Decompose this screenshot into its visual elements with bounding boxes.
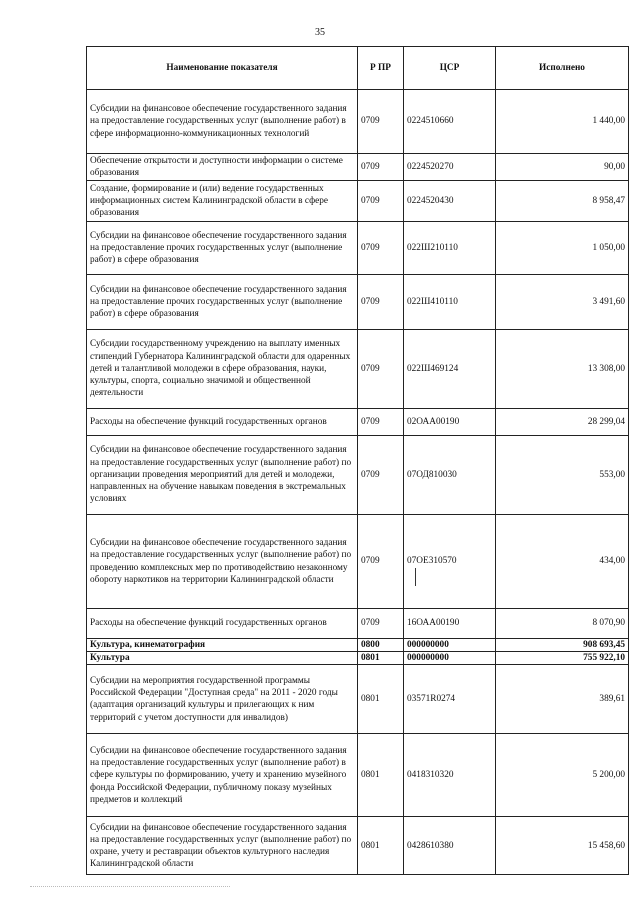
row-name-cell: Субсидии государственному учреждению на выплату именных стипендий Губернатора Калининградской области для одаренных детей и талантливой молодежи в сфере образования, науки, культуры, спорта, социально значимой и общественной деятельности — [87, 330, 358, 409]
row-name-cell: Расходы на обеспечение функций государственных органов — [87, 609, 358, 639]
row-csr-cell: 022Ш210110 — [404, 222, 496, 275]
row-rpr-cell: 0709 — [358, 609, 404, 639]
row-amount-cell: 434,00 — [496, 515, 629, 609]
row-csr-cell: 0224510660 — [404, 90, 496, 154]
row-amount-cell: 755 922,10 — [496, 652, 629, 665]
row-amount-cell: 90,00 — [496, 154, 629, 181]
row-csr-cell: 16ОАА00190 — [404, 609, 496, 639]
row-name-cell: Обеспечение открытости и доступности информации о системе образования — [87, 154, 358, 181]
row-name-cell: Субсидии на финансовое обеспечение государственного задания на предоставление государственных услуг (выполнение работ) по организации проведения мероприятий для детей и молодежи, направленных на обучение навыкам поведения в экстремальных условиях — [87, 436, 358, 515]
table-row — [87, 409, 629, 436]
row-rpr-cell: 0709 — [358, 222, 404, 275]
table-row — [87, 639, 629, 652]
table-row — [87, 330, 629, 409]
row-rpr-cell: 0709 — [358, 181, 404, 222]
table-row — [87, 275, 629, 330]
table-row — [87, 652, 629, 665]
table-row — [87, 817, 629, 875]
row-csr-cell: 0418310320 — [404, 734, 496, 817]
header-rpr: Р ПР — [358, 47, 404, 90]
header-amount: Исполнено — [496, 47, 629, 90]
row-rpr-cell: 0709 — [358, 409, 404, 436]
row-amount-cell: 28 299,04 — [496, 409, 629, 436]
row-amount-cell: 5 200,00 — [496, 734, 629, 817]
table-row — [87, 222, 629, 275]
row-csr-cell: 07ОЕ310570 — [404, 515, 496, 609]
table-row — [87, 181, 629, 222]
row-name-cell: Субсидии на мероприятия государственной программы Российской Федерации "Доступная среда" на 2011 - 2020 годы (адаптация организаций культуры и прилегающих к ним территорий с учетом доступности для инвалидов) — [87, 665, 358, 734]
row-name-cell: Субсидии на финансовое обеспечение государственного задания на предоставление прочих государственных услуг (выполнение работ) в сфере образования — [87, 222, 358, 275]
row-rpr-cell: 0801 — [358, 652, 404, 665]
row-csr-cell: 07ОД810030 — [404, 436, 496, 515]
table-body — [87, 90, 629, 875]
row-amount-cell: 1 050,00 — [496, 222, 629, 275]
row-amount-cell: 3 491,60 — [496, 275, 629, 330]
row-name-cell: Создание, формирование и (или) ведение государственных информационных систем Калининградской области в сфере образования — [87, 181, 358, 222]
scan-artifact-dots — [30, 886, 230, 888]
row-rpr-cell: 0801 — [358, 665, 404, 734]
row-amount-cell: 15 458,60 — [496, 817, 629, 875]
row-rpr-cell: 0801 — [358, 734, 404, 817]
row-csr-cell: 022Ш410110 — [404, 275, 496, 330]
row-csr-cell: 022Ш469124 — [404, 330, 496, 409]
row-csr-cell: 000000000 — [404, 652, 496, 665]
row-rpr-cell: 0709 — [358, 275, 404, 330]
row-amount-cell: 553,00 — [496, 436, 629, 515]
header-csr: ЦСР — [404, 47, 496, 90]
table-row — [87, 665, 629, 734]
scan-artifact — [415, 568, 416, 586]
row-amount-cell: 13 308,00 — [496, 330, 629, 409]
row-amount-cell: 1 440,00 — [496, 90, 629, 154]
row-name-cell: Субсидии на финансовое обеспечение государственного задания на предоставление прочих государственных услуг (выполнение работ) в сфере образования — [87, 275, 358, 330]
row-rpr-cell: 0709 — [358, 330, 404, 409]
row-name-cell: Культура — [87, 652, 358, 665]
row-rpr-cell: 0709 — [358, 90, 404, 154]
row-amount-cell: 8 070,90 — [496, 609, 629, 639]
row-rpr-cell: 0709 — [358, 515, 404, 609]
table-row — [87, 90, 629, 154]
row-name-cell: Культура, кинематография — [87, 639, 358, 652]
table-row — [87, 609, 629, 639]
row-csr-cell: 03571R0274 — [404, 665, 496, 734]
row-rpr-cell: 0800 — [358, 639, 404, 652]
row-amount-cell: 389,61 — [496, 665, 629, 734]
table-row — [87, 154, 629, 181]
row-name-cell: Субсидии на финансовое обеспечение государственного задания на предоставление государственных услуг (выполнение работ) по проведению комплексных мер по противодействию незаконному обороту наркотиков на территории Калининградской области — [87, 515, 358, 609]
budget-execution-table — [86, 46, 629, 875]
row-name-cell: Субсидии на финансовое обеспечение государственного задания на предоставление государственных услуг (выполнение работ) в сфере культуры по формированию, учету и хранению музейного фонда Российской Федерации, публичному показу музейных предметов и коллекций — [87, 734, 358, 817]
row-amount-cell: 908 693,45 — [496, 639, 629, 652]
row-csr-cell: 0224520270 — [404, 154, 496, 181]
row-csr-cell: 02ОАА00190 — [404, 409, 496, 436]
row-rpr-cell: 0709 — [358, 154, 404, 181]
page-number: 35 — [315, 27, 325, 38]
header-name: Наименование показателя — [87, 47, 358, 90]
row-rpr-cell: 0709 — [358, 436, 404, 515]
table-row — [87, 515, 629, 609]
row-name-cell: Субсидии на финансовое обеспечение государственного задания на предоставление государственных услуг (выполнение работ) по охране, учету и реставрации объектов культурного наследия Калининградской области — [87, 817, 358, 875]
table-row — [87, 734, 629, 817]
row-csr-cell: 000000000 — [404, 639, 496, 652]
row-name-cell: Расходы на обеспечение функций государственных органов — [87, 409, 358, 436]
row-csr-cell: 0224520430 — [404, 181, 496, 222]
table-row — [87, 436, 629, 515]
row-name-cell: Субсидии на финансовое обеспечение государственного задания на предоставление государственных услуг (выполнение работ) в сфере информационно-коммуникационных технологий — [87, 90, 358, 154]
row-amount-cell: 8 958,47 — [496, 181, 629, 222]
table-header-row — [87, 47, 629, 90]
row-rpr-cell: 0801 — [358, 817, 404, 875]
row-csr-cell: 0428610380 — [404, 817, 496, 875]
